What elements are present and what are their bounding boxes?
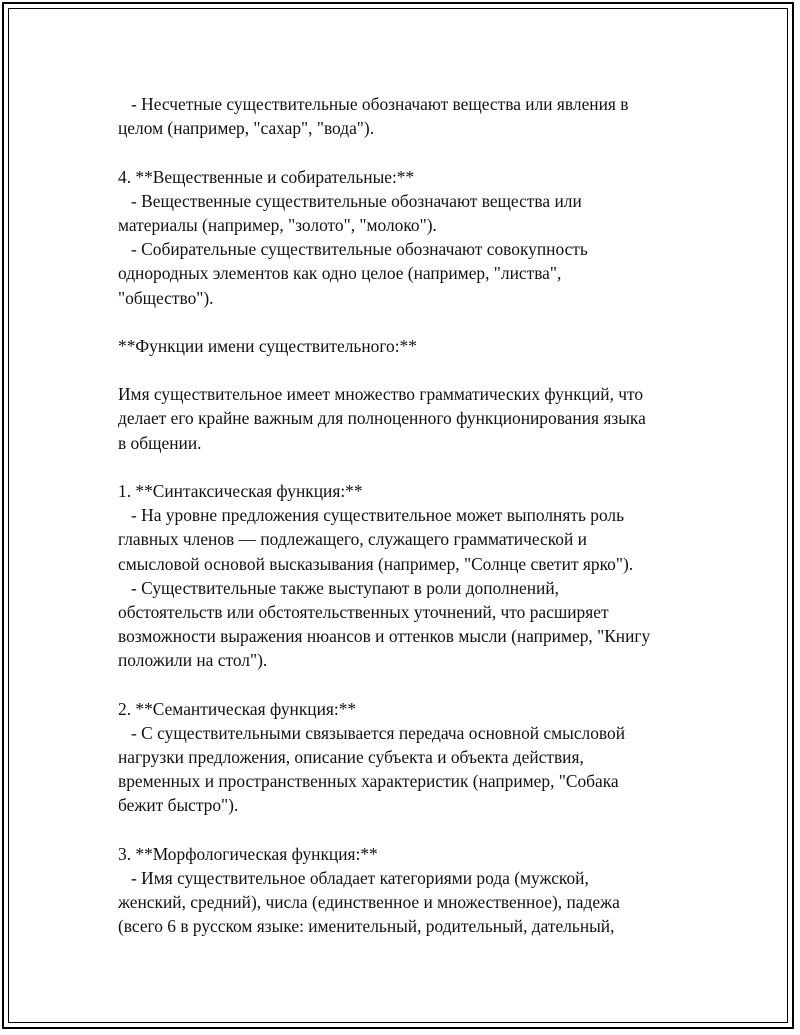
text-line: положили на стол"). [118,650,268,671]
text-line: временных и пространственных характеристик (например, "Собака [118,771,619,792]
text-line: (всего 6 в русском языке: именительный, родительный, дательный, [118,916,615,937]
text-line: - Несчетные существительные обозначают вещества или явления в [118,94,629,114]
text-line: целом (например, "сахар", "вода"). [118,118,375,139]
blank-line [118,455,698,479]
text-line: нагрузки предложения, описание субъекта и объекта действия, [118,747,584,768]
text-line: материалы (например, "золото", "молоко"). [118,214,437,235]
text-line: - Имя существительное обладает категориями рода (мужской, [118,868,589,888]
section-heading: **Функции имени существительного:** [118,335,417,356]
text-line: делает его крайне важным для полноценного функционирования языка [118,408,646,429]
text-line: главных членов — подлежащего, служащего грамматической и [118,529,587,550]
text-line: - Существительные также выступают в роли дополнений, [118,577,559,598]
section-heading: 1. **Синтаксическая функция:** [118,481,363,501]
text-line: - Вещественные существительные обозначают вещества или [118,190,582,211]
text-line: однородных элементов как одно целое (например, "листва", [118,263,562,284]
text-line: Имя существительное имеет множество грамматических функций, что [118,384,644,405]
document-body [118,92,698,939]
text-line: бежит быстро"). [118,795,239,816]
section-heading: 4. **Вещественные и собирательные:** [118,166,415,187]
text-line: смысловой основой высказывания (например, "Солнце светит ярко"). [118,553,634,574]
text-line: возможности выражения нюансов и оттенков мысли (например, "Книгу [118,626,651,647]
section-heading: 3. **Морфологическая функция:** [118,843,378,864]
text-line: в общении. [118,432,202,453]
blank-line [118,310,698,334]
section-heading: 2. **Семантическая функция:** [118,698,357,719]
text-line: - Собирательные существительные обозначают совокупность [118,239,588,260]
text-line: - На уровне предложения существительное может выполнять роль [118,505,625,526]
text-line: "общество"). [118,287,214,308]
blank-line [118,358,698,382]
text-line: женский, средний), числа (единственное и множественное), падежа [118,892,620,913]
blank-line [118,140,698,164]
blank-line [118,673,698,697]
text-line: обстоятельств или обстоятельственных уточнений, что расширяет [118,601,609,622]
blank-line [118,818,698,842]
text-line: - С существительными связывается передача основной смысловой [118,722,626,743]
